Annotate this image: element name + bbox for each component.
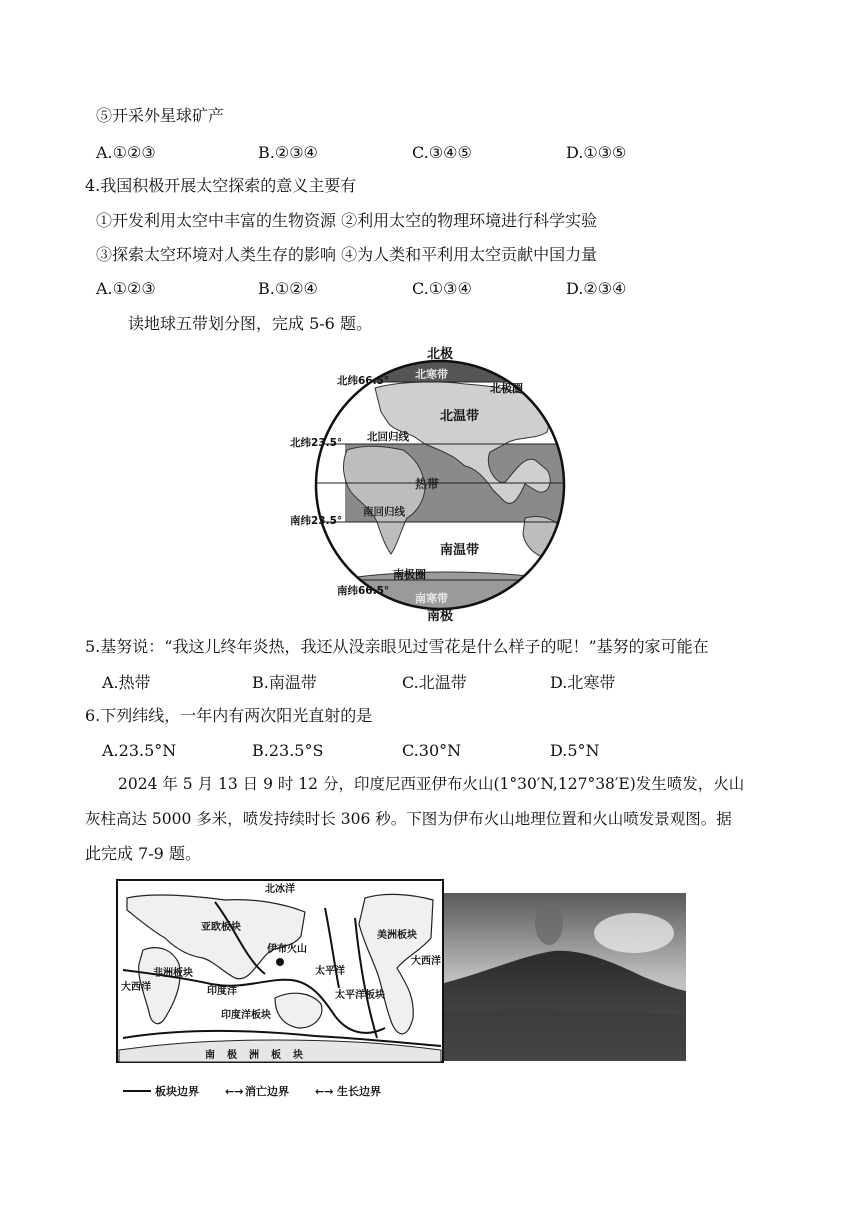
q6-option-c: C.30°N — [402, 741, 462, 760]
q3-item5: ⑤开采外星球矿产 — [96, 106, 225, 125]
tropic-capricorn-label: 南回归线 — [363, 506, 405, 518]
q6-option-b: B.23.5°S — [252, 741, 324, 760]
legend-subduction-arrows: ←→ — [225, 1085, 244, 1098]
q3-option-a: A.①②③ — [96, 143, 156, 162]
q4-option-b: B.①②④ — [258, 279, 318, 298]
tropic-zone-label: 热带 — [415, 477, 440, 491]
south-temperate-label: 南温带 — [440, 543, 480, 558]
intro-7-9-line1: 2024 年 5 月 13 日 9 时 12 分，印度尼西亚伊布火山(1°30′N,127°38′E)发生喷发，火山 — [118, 775, 745, 793]
indo-australian-plate-label: 印度洋板块 — [221, 1010, 271, 1021]
plate-map-figure — [115, 878, 445, 1108]
south-frigid-label: 南寒带 — [415, 592, 448, 605]
intro-5-6: 读地球五带划分图，完成 5-6 题。 — [128, 314, 372, 333]
arctic-ocean-label: 北冰洋 — [265, 884, 295, 895]
volcano-photo-svg — [444, 893, 686, 1061]
legend-growth-arrows: ←→ — [315, 1085, 334, 1098]
arctic-circle-label: 北极圈 — [490, 382, 523, 395]
q6-option-a: A.23.5°N — [102, 741, 177, 760]
american-plate-label: 美洲板块 — [377, 930, 417, 941]
indian-ocean-label: 印度洋 — [207, 986, 237, 997]
north-frigid-label: 北寒带 — [415, 368, 448, 381]
n66-label: 北纬66.5° — [337, 375, 390, 387]
q5-option-b: B.南温带 — [252, 673, 317, 692]
pacific-plate-label: 太平洋板块 — [335, 990, 385, 1001]
intro-7-9-line3: 此完成 7-9 题。 — [85, 844, 201, 863]
ibu-volcano-label: 伊布火山 — [267, 944, 307, 955]
legend-growth-label: 生长边界 — [337, 1085, 381, 1098]
five-zones-globe-figure — [285, 340, 595, 625]
african-plate-label: 非洲板块 — [153, 968, 193, 979]
legend-boundary-label: 板块边界 — [155, 1085, 199, 1098]
q3-option-b: B.②③④ — [258, 143, 318, 162]
s23-label: 南纬23.5° — [290, 515, 343, 527]
q4-line1: ①开发利用太空中丰富的生物资源 ②利用太空的物理环境进行科学实验 — [96, 211, 598, 230]
antarctic-circle-label: 南极圈 — [393, 568, 426, 581]
atlantic-left-label: 大西洋 — [121, 982, 151, 993]
eurasian-plate-label: 亚欧板块 — [201, 922, 241, 933]
s66-label: 南纬66.5° — [337, 585, 390, 597]
north-temperate-label: 北温带 — [440, 409, 480, 424]
north-pole-label: 北极 — [426, 347, 454, 362]
q3-option-c: C.③④⑤ — [412, 143, 472, 162]
antarctic-plate-label: 南极洲板块 — [205, 1050, 315, 1061]
q5-option-d: D.北寒带 — [550, 673, 616, 692]
legend-subduction-label: 消亡边界 — [245, 1085, 289, 1098]
q5-option-c: C.北温带 — [402, 673, 467, 692]
q4-option-d: D.②③④ — [566, 279, 627, 298]
q4-option-a: A.①②③ — [96, 279, 156, 298]
q5-stem: 5.基努说：“我这儿终年炎热，我还从没亲眼见过雪花是什么样子的呢！”基努的家可能在 — [85, 637, 709, 656]
atlantic-ocean-label: 大西洋 — [411, 956, 441, 967]
n23-label: 北纬23.5° — [290, 437, 343, 449]
q6-option-d: D.5°N — [550, 741, 600, 760]
pacific-ocean-label: 太平洋 — [315, 966, 345, 977]
q3-option-d: D.①③⑤ — [566, 143, 627, 162]
q4-stem: 4.我国积极开展太空探索的意义主要有 — [85, 176, 357, 195]
ibu-volcano-marker — [276, 958, 284, 966]
q6-stem: 6.下列纬线，一年内有两次阳光直射的是 — [85, 706, 373, 725]
globe-svg — [285, 340, 595, 625]
tropic-cancer-label: 北回归线 — [367, 431, 409, 443]
south-pole-label: 南极 — [426, 609, 454, 624]
intro-7-9-line2: 灰柱高达 5000 多米，喷发持续时长 306 秒。下图为伊布火山地理位置和火山喷发景观图。据 — [85, 810, 732, 828]
volcano-eruption-photo — [444, 893, 686, 1061]
q5-option-a: A.热带 — [102, 673, 151, 692]
q4-option-c: C.①③④ — [412, 279, 472, 298]
plate-map-svg — [115, 878, 445, 1108]
q4-line2: ③探索太空环境对人类生存的影响 ④为人类和平利用太空贡献中国力量 — [96, 245, 598, 264]
